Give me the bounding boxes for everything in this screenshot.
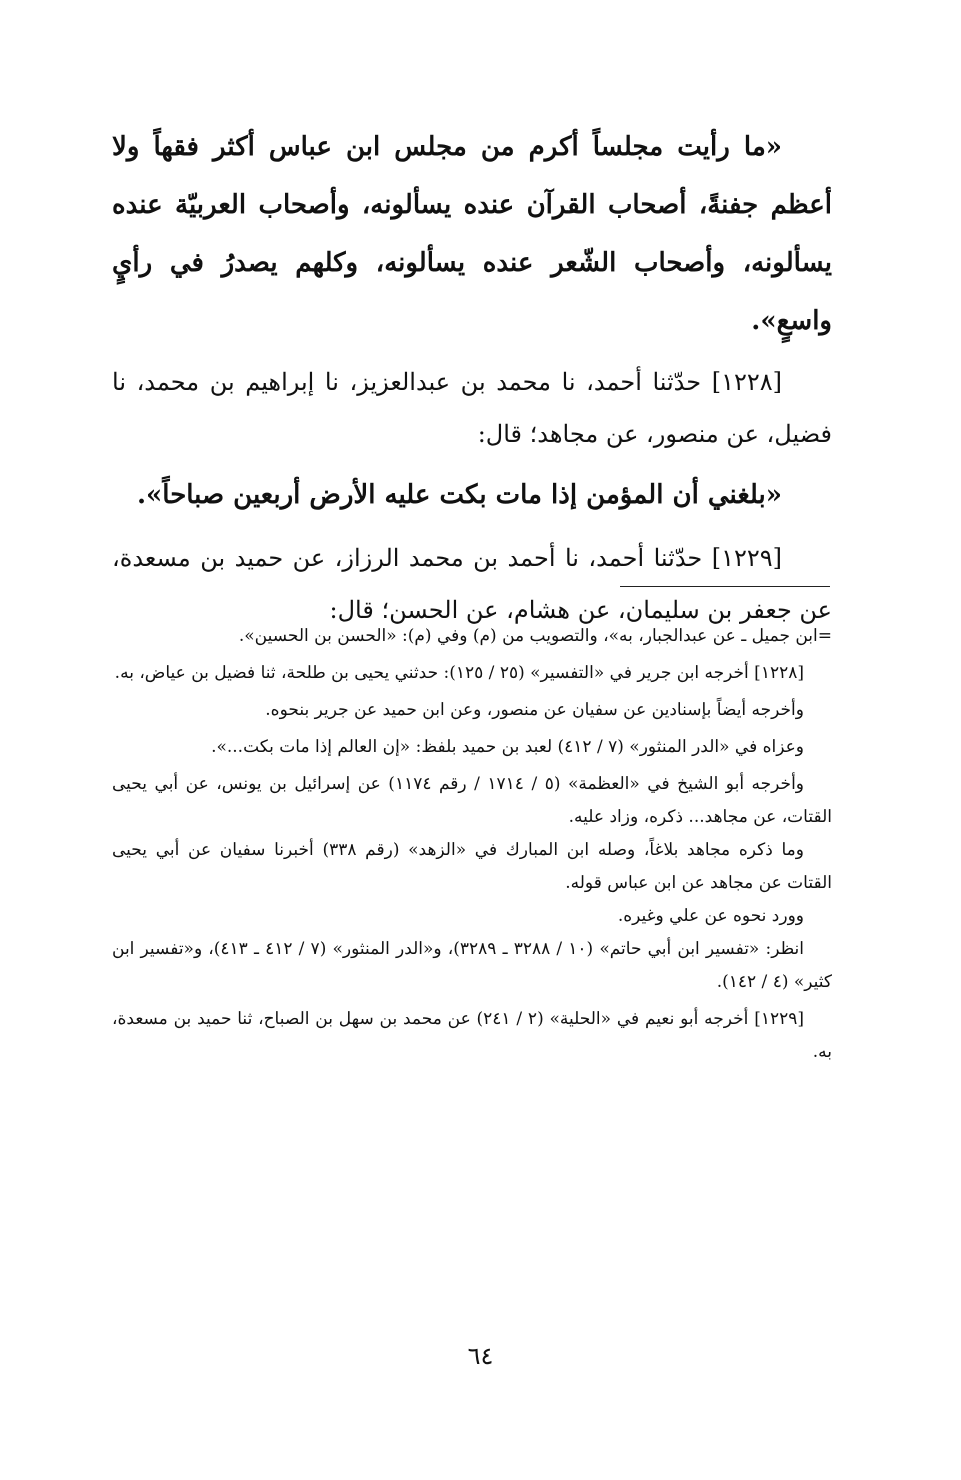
main-text — [112, 118, 832, 644]
footnote-continuation: =ابن جميل ـ عن عبدالجبار، به»، والتصويب من (م) وفي (م): «الحسن بن الحسين». — [238, 626, 832, 646]
page-number: ٦٤ — [467, 1342, 494, 1370]
footnote-separator — [620, 586, 830, 587]
footnotes — [112, 620, 832, 1073]
quote-paragraph-earth-weeps: «بلغني أن المؤمن إذا مات بكت عليه الأرض أربعين صباحاً». — [136, 480, 782, 510]
hadith-1229-isnad: [١٢٢٩] حدّثنا أحمد، نا أحمد بن محمد الرزاز، عن حميد بن مسعدة، عن جعفر بن سليمان، عن هشام، عن الحسن؛ قال: — [112, 544, 832, 624]
quote-paragraph-ibn-abbas: «ما رأيت مجلساً أكرم من مجلس ابن عباس أكثر فقهاً ولا أعظم جفنةً، أصحاب القرآن عنده يسألونه، وأصحاب العربيّة عنده يسألونه، وأصحاب الشّعر عنده يسألونه، وكلهم يصدرُ في رأيٍ واسعٍ». — [112, 132, 832, 336]
footnote-1228-abu-shaykh: وأخرجه أبو الشيخ في «العظمة» (٥ / ١٧١٤ / رقم ١١٧٤) عن إسرائيل بن يونس، عن أبي يحيى القتات، عن مجاهد... ذكره، وزاد عليه. — [112, 774, 832, 827]
footnote-1228: [١٢٢٨] أخرجه ابن جرير في «التفسير» (٢٥ / ١٢٥): حدثني يحيى بن طلحة، ثنا فضيل بن عياض، به. — [114, 663, 804, 683]
footnote-1228-ibn-jarir-alt: وأخرجه أيضاً بإسنادين عن سفيان عن منصور، وعن ابن حميد عن جرير بنحوه. — [265, 700, 804, 720]
footnote-1229: [١٢٢٩] أخرجه أبو نعيم في «الحلية» (٢ / ٢٤١) عن محمد بن سهل بن الصباح، ثنا حميد بن مسعدة، به. — [112, 1009, 832, 1062]
footnote-1228-references: انظر: «تفسير ابن أبي حاتم» (١٠ / ٣٢٨٨ ـ ٣٢٨٩)، و«الدر المنثور» (٧ / ٤١٢ ـ ٤١٣)، و«تفسير ابن كثير» (٤ / ١٤٢). — [112, 939, 832, 992]
footnote-1228-zuhd: وما ذكره مجاهد بلاغاً، وصله ابن المبارك في «الزهد» (رقم ٣٣٨) أخبرنا سفيان عن أبي يحيى القتات عن مجاهد عن ابن عباس قوله. — [112, 840, 832, 893]
hadith-1228-isnad: [١٢٢٨] حدّثنا أحمد، نا محمد بن عبدالعزيز، نا إبراهيم بن محمد، نا فضيل، عن منصور، عن مجاهد؛ قال: — [112, 368, 832, 448]
footnote-1228-ali: وورد نحوه عن علي وغيره. — [617, 906, 804, 926]
footnote-1228-durr: وعزاه في «الدر المنثور» (٧ / ٤١٢) لعبد بن حميد بلفظ: «إن العالم إذا مات بكت...». — [211, 737, 804, 757]
